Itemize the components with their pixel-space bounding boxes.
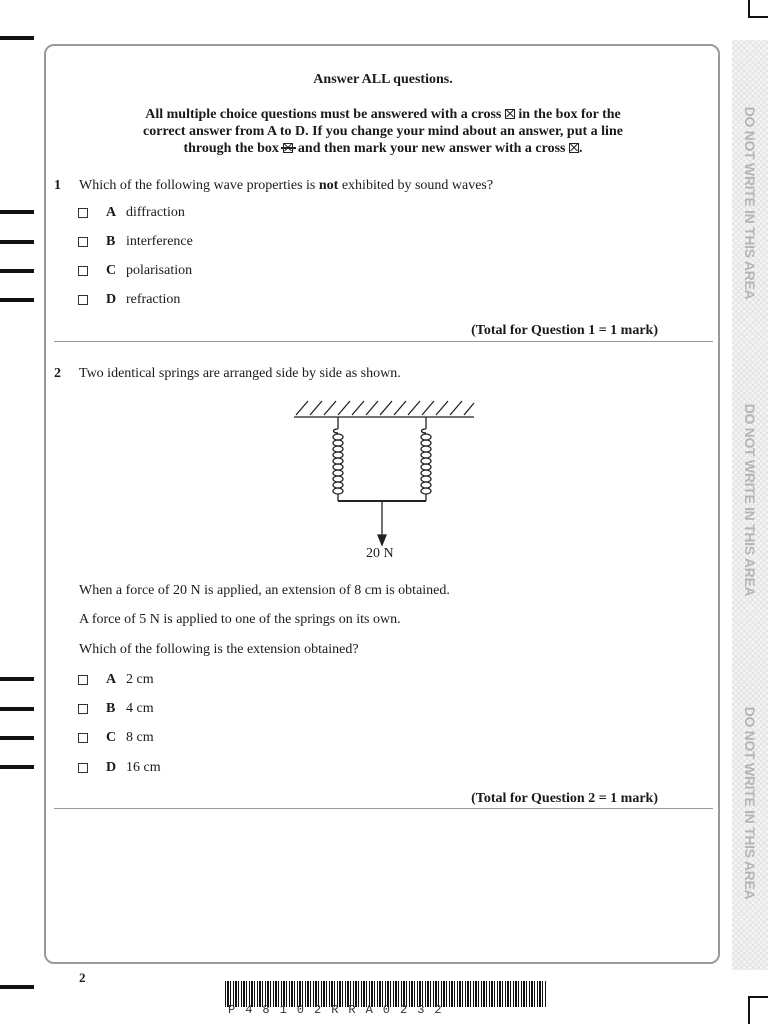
- margin-tick: [0, 765, 34, 769]
- question-paragraph: Which of the following is the extension obtained?: [79, 642, 359, 657]
- answer-checkbox[interactable]: [78, 208, 88, 218]
- option-letter: D: [106, 292, 117, 307]
- answer-checkbox[interactable]: [78, 295, 88, 305]
- option-letter: A: [106, 205, 117, 220]
- option-letter: C: [106, 730, 117, 745]
- option-text: diffraction: [126, 205, 185, 220]
- left-spring: [333, 417, 343, 501]
- instruction-line-3: through the box and then mark your new answer with a cross .: [183, 141, 583, 156]
- answer-checkbox[interactable]: [78, 763, 88, 773]
- crossed-box-icon: [569, 143, 579, 153]
- option-text: polarisation: [126, 263, 193, 278]
- margin-warning: DO NOT WRITE IN THIS AREA: [742, 106, 758, 300]
- margin-tick: [0, 736, 34, 740]
- margin-tick: [0, 677, 34, 681]
- barcode-number: P48102RRA0232: [228, 1003, 452, 1017]
- answer-checkbox[interactable]: [78, 266, 88, 276]
- option-text: 4 cm: [126, 701, 154, 716]
- instruction-text: in the box for the: [518, 107, 621, 122]
- margin-warning: DO NOT WRITE IN THIS AREA: [742, 403, 758, 597]
- option-letter: D: [106, 760, 117, 775]
- ceiling-support: [294, 401, 474, 417]
- option-text: refraction: [126, 292, 181, 307]
- margin-tick: [0, 269, 34, 273]
- page-number: 2: [79, 970, 86, 985]
- answer-checkbox[interactable]: [78, 237, 88, 247]
- option-letter: B: [106, 701, 116, 716]
- instruction-text: All multiple choice questions must be answered with a cross: [145, 107, 502, 122]
- instruction-title: Answer ALL questions.: [313, 72, 453, 87]
- instruction-line-2: correct answer from A to D. If you change your mind about an answer, put a line: [143, 124, 623, 139]
- right-spring: [421, 417, 431, 501]
- option-text: interference: [126, 234, 193, 249]
- question-text: Which of the following wave properties is not exhibited by sound waves?: [79, 178, 494, 193]
- option-letter: B: [106, 234, 116, 249]
- answer-checkbox[interactable]: [78, 704, 88, 714]
- question-paragraph: When a force of 20 N is applied, an extension of 8 cm is obtained.: [79, 583, 450, 598]
- instruction-line-1: [60, 107, 706, 123]
- springs-diagram: [290, 395, 480, 565]
- margin-tick: [0, 210, 34, 214]
- force-arrow: [378, 501, 386, 545]
- question-number: 1: [54, 178, 61, 193]
- crop-mark: [748, 16, 768, 18]
- question-paragraph: A force of 5 N is applied to one of the springs on its own.: [79, 612, 401, 627]
- option-text: 2 cm: [126, 672, 154, 687]
- question-total: (Total for Question 2 = 1 mark): [471, 791, 658, 806]
- option-text: 16 cm: [126, 760, 161, 775]
- question-number: 2: [54, 366, 61, 381]
- question-total: (Total for Question 1 = 1 mark): [471, 323, 658, 338]
- struck-crossed-box-icon: [282, 143, 294, 153]
- margin-tick: [0, 707, 34, 711]
- margin-tick: [0, 985, 34, 989]
- margin-tick: [0, 298, 34, 302]
- margin-tick: [0, 36, 34, 40]
- answer-checkbox[interactable]: [78, 675, 88, 685]
- question-text: Two identical springs are arranged side by side as shown.: [79, 366, 401, 381]
- option-letter: A: [106, 672, 117, 687]
- option-letter: C: [106, 263, 117, 278]
- option-text: 8 cm: [126, 730, 154, 745]
- answer-checkbox[interactable]: [78, 733, 88, 743]
- instruction-text: through the box: [183, 141, 279, 156]
- margin-warning: DO NOT WRITE IN THIS AREA: [742, 706, 758, 900]
- crossed-box-icon: [505, 109, 515, 119]
- divider: [54, 808, 713, 809]
- force-label: 20 N: [366, 546, 394, 561]
- instruction-text: and then mark your new answer with a cross: [297, 141, 566, 156]
- divider: [54, 341, 713, 342]
- crop-mark: [748, 996, 750, 1024]
- margin-tick: [0, 240, 34, 244]
- crop-mark: [748, 996, 768, 998]
